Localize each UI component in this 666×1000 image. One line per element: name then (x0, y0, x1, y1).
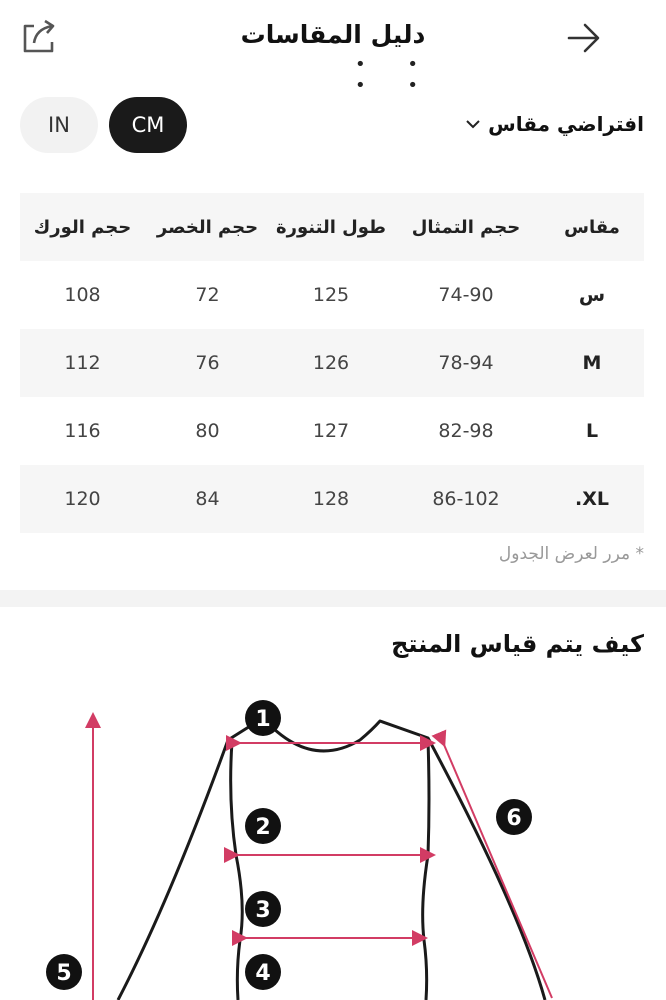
marker-6 (496, 799, 532, 835)
table-cell: L (540, 397, 644, 465)
size-dropdown-label: افتراضي مقاس (488, 112, 644, 136)
table-cell: XL. (540, 465, 644, 533)
marker-2-label: 2 (255, 815, 271, 840)
header-bust: حجم التمثال (392, 193, 540, 261)
section-divider (0, 590, 666, 607)
table-header-row (20, 193, 644, 261)
marker-3-label: 3 (255, 898, 271, 923)
header-hip: حجم الورك (20, 193, 145, 261)
page-title: دليل المقاسات (240, 20, 426, 49)
table-cell: 80 (145, 397, 270, 465)
marker-1 (245, 700, 281, 736)
marker-3 (245, 891, 281, 927)
table-cell: 125 (270, 261, 392, 329)
table-cell: M (540, 329, 644, 397)
measurement-lines (93, 720, 552, 1000)
back-button[interactable] (564, 18, 604, 58)
unit-cm-button[interactable]: CM (109, 97, 187, 153)
table-cell: 82-98 (392, 397, 540, 465)
header-skirt-length: طول التنورة (270, 193, 392, 261)
arrow-right-icon (564, 18, 604, 58)
scroll-hint: * مرر لعرض الجدول (498, 544, 644, 564)
marker-1-label: 1 (255, 707, 271, 732)
default-size-dropdown[interactable] (466, 112, 644, 136)
table-cell: 84 (145, 465, 270, 533)
table-row (20, 261, 644, 329)
header-bar (0, 0, 666, 96)
clipped-scrolled-text: • • • • (355, 54, 436, 96)
table-cell: 72 (145, 261, 270, 329)
table-row (20, 465, 644, 533)
unit-in-button[interactable]: IN (20, 97, 98, 153)
table-cell: 128 (270, 465, 392, 533)
marker-4-label: 4 (255, 961, 271, 986)
garment-outline (118, 718, 545, 1000)
table-cell: 76 (145, 329, 270, 397)
table-cell: 112 (20, 329, 145, 397)
size-chart-table[interactable] (20, 193, 644, 533)
marker-6-label: 6 (506, 806, 522, 831)
table-cell: 120 (20, 465, 145, 533)
table-cell: 78-94 (392, 329, 540, 397)
header-size: مقاس (540, 193, 644, 261)
table-cell: 116 (20, 397, 145, 465)
table-cell: 86-102 (392, 465, 540, 533)
table-cell: 74-90 (392, 261, 540, 329)
table-cell: 127 (270, 397, 392, 465)
table-row (20, 329, 644, 397)
marker-5 (46, 954, 82, 990)
marker-2 (245, 808, 281, 844)
marker-4 (245, 954, 281, 990)
table-cell: س (540, 261, 644, 329)
header-waist: حجم الخصر (145, 193, 270, 261)
measurement-diagram (0, 680, 666, 1000)
marker-5-label: 5 (56, 961, 72, 986)
how-to-measure-title: كيف يتم قياس المنتج (391, 630, 644, 658)
table-cell: 108 (20, 261, 145, 329)
chevron-down-icon (466, 119, 480, 129)
table-row (20, 397, 644, 465)
table-cell: 126 (270, 329, 392, 397)
